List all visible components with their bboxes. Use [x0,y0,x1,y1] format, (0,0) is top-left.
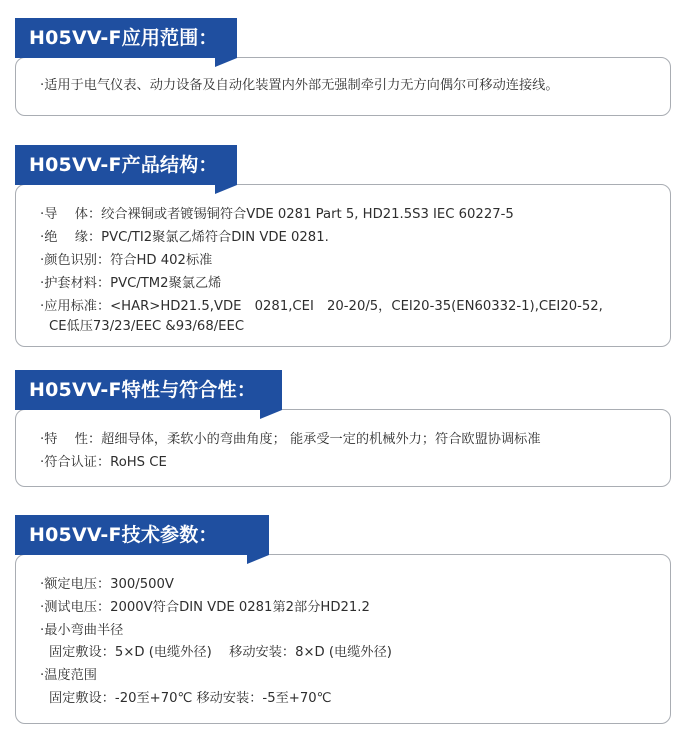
structure-line-color: ·颜色识别：符合HD 402标准 [40,253,213,268]
structure-line-standards: ·应用标准：<HAR>HD21.5,VDE 0281,CEI 20-20/5，CEI20-35(EN60332-1),CEI20-52, [40,299,603,314]
tab-product-structure [15,145,237,185]
tab-fold-4 [247,555,269,564]
technical-line-rated-voltage: ·额定电压：300/500V [40,577,174,592]
characteristics-line-certification: ·符合认证：RoHS CE [40,455,167,470]
tab-application-scope [15,18,237,58]
tab-fold-1 [215,58,237,67]
structure-line-sheath: ·护套材料：PVC/TM2聚氯乙烯 [40,276,222,291]
technical-line-temperature-values: 固定敷设：-20至+70℃ 移动安装：-5至+70℃ [49,691,332,706]
technical-line-bend-values: 固定敷设：5×D (电缆外径) 移动安装：8×D (电缆外径) [49,645,392,660]
structure-line-insulation: ·绝 缘：PVC/TI2聚氯乙烯符合DIN VDE 0281. [40,230,329,245]
structure-line-conductor: ·导 体：绞合裸铜或者镀锡铜符合VDE 0281 Part 5, HD21.5S3 IEC 60227-5 [40,207,514,222]
tab-fold-3 [260,410,282,419]
section-title-structure: H05VV-F产品结构： [29,154,218,176]
technical-line-temperature: ·温度范围 [40,668,97,683]
structure-line-standards-cont: CE低压73/23/EEC &93/68/EEC [49,319,245,334]
section-title-characteristics: H05VV-F特性与符合性： [29,379,257,401]
characteristics-line-features: ·特 性：超细导体，柔软小的弯曲角度； 能承受一定的机械外力；符合欧盟协调标准 [40,432,541,447]
section-title-application: H05VV-F应用范围： [29,27,218,49]
tab-technical-parameters [15,515,269,555]
technical-line-bend-radius: ·最小弯曲半径 [40,623,124,638]
application-line-1: ·适用于电气仪表、动力设备及自动化装置内外部无强制牵引力无方向偶尔可移动连接线。 [40,78,559,93]
technical-line-test-voltage: ·测试电压：2000V符合DIN VDE 0281第2部分HD21.2 [40,600,370,615]
tab-characteristics [15,370,282,410]
tab-fold-2 [215,185,237,194]
section-title-technical: H05VV-F技术参数： [29,524,218,546]
